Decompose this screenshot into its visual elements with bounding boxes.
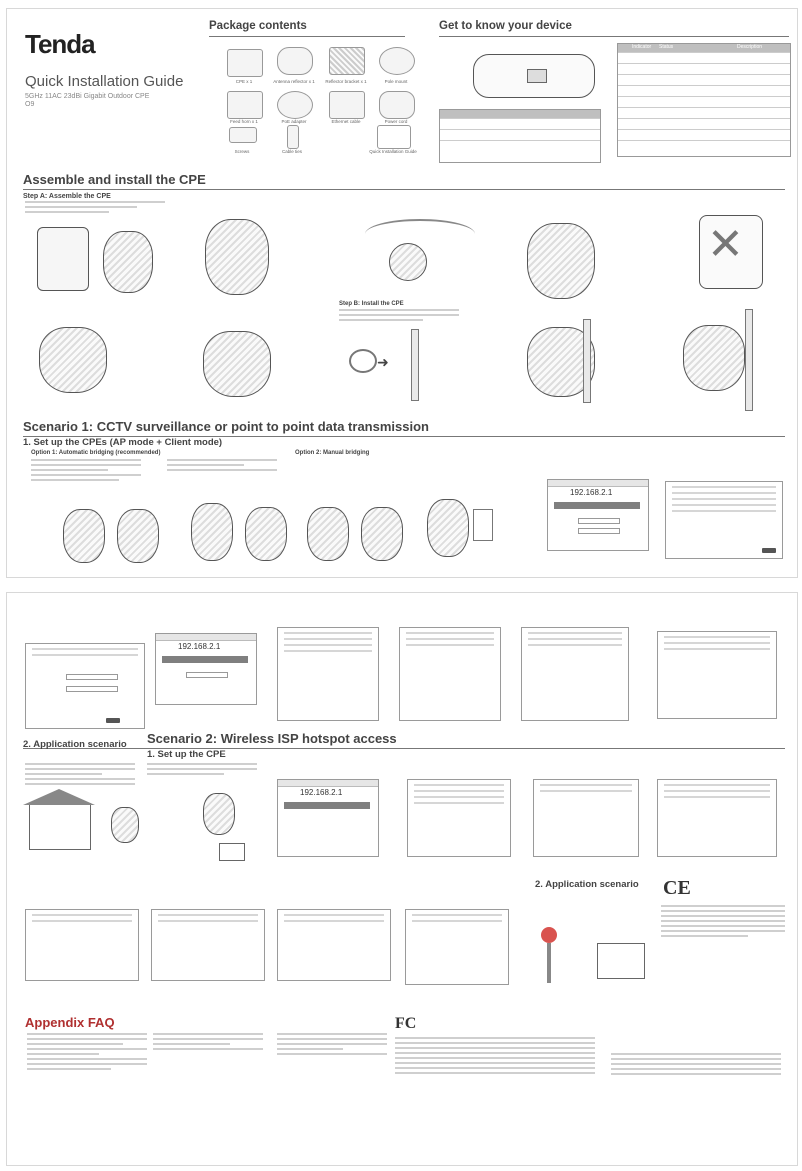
cpe-illustration <box>117 509 159 563</box>
mode-screenshot <box>533 779 639 857</box>
item-horn-image <box>227 91 263 119</box>
table-header-status: Status <box>659 44 674 50</box>
model-code: O9 <box>25 101 35 108</box>
app-scenario-2-heading: 2. Application scenario <box>535 879 639 890</box>
arrow-icon: ➜ <box>377 354 389 370</box>
item-label: Quick Installation Guide <box>369 149 417 154</box>
divider <box>209 36 405 37</box>
pole-illustration <box>745 309 753 411</box>
scenario2-heading: Scenario 2: Wireless ISP hotspot access <box>147 731 397 746</box>
username-field[interactable] <box>186 672 228 678</box>
back-page <box>6 592 798 1166</box>
item-bracket-image <box>329 47 365 75</box>
computer-illustration <box>219 843 245 861</box>
item-label: Reflector bracket x 1 <box>325 79 367 84</box>
item-mount-image <box>379 47 415 75</box>
item-cpe-image <box>227 49 263 77</box>
lan-screenshot <box>151 909 265 981</box>
cpe-illustration <box>203 793 235 835</box>
item-label: Power cord <box>384 119 408 124</box>
step-illustration <box>365 219 475 249</box>
item-ties-image <box>287 125 299 149</box>
ip-address: 192.168.2.1 <box>178 642 221 651</box>
item-label: Feed horn x 1 <box>230 119 258 124</box>
wizard-screenshot <box>399 627 501 721</box>
mode-screenshot <box>277 627 379 721</box>
step-b-heading: Step B: Install the CPE <box>339 301 404 307</box>
item-label: PoE adapter <box>281 119 307 124</box>
model-line: 5GHz 11AC 23dBi Gigabit Outdoor CPE <box>25 93 150 100</box>
fcc-mark-icon: FC <box>395 1015 417 1032</box>
step-illustration <box>203 331 271 397</box>
item-cable-image <box>329 91 365 119</box>
divider <box>23 748 785 749</box>
item-reflector-image <box>277 47 313 75</box>
reboot-screenshot <box>405 909 509 985</box>
quick-setup-screenshot <box>25 643 145 729</box>
option1-heading: Option 1: Automatic bridging (recommended) <box>31 450 161 456</box>
roof-illustration <box>23 789 95 805</box>
app-scenario-heading: 2. Application scenario <box>23 739 127 750</box>
cross-icon: ✕ <box>707 220 744 269</box>
step-illustration <box>39 327 107 393</box>
setup-cpes-heading: 1. Set up the CPEs (AP mode + Client mode) <box>23 437 223 448</box>
step-illustration <box>527 223 595 299</box>
ce-text <box>661 905 785 940</box>
wan-screenshot <box>25 909 139 981</box>
settings-screenshot <box>665 481 783 559</box>
item-label: CPE x 1 <box>235 79 253 84</box>
table-header-indicator: Indicator <box>632 44 652 50</box>
item-label: Antenna reflector x 1 <box>273 79 315 84</box>
table-header-description: Description <box>737 44 763 50</box>
cpe-illustration <box>361 507 403 561</box>
item-cord-image <box>379 91 415 119</box>
login-screenshot <box>277 779 379 857</box>
cpe-illustration <box>307 507 349 561</box>
front-page <box>6 8 798 578</box>
guide-title: Quick Installation Guide <box>25 73 184 90</box>
led-table <box>617 43 791 157</box>
divider <box>23 189 785 190</box>
faq-text <box>153 1033 263 1053</box>
settings-screenshot <box>407 779 511 857</box>
cpe-illustration <box>427 499 469 557</box>
key-field[interactable] <box>66 686 118 692</box>
option1-text <box>167 459 277 474</box>
step-illustration <box>205 219 269 295</box>
port-table <box>439 109 601 163</box>
login-banner <box>162 656 248 663</box>
step-a-text <box>25 201 165 216</box>
item-label: Pole mount <box>384 79 408 84</box>
save-button[interactable] <box>762 548 776 553</box>
cpe-illustration <box>111 807 139 843</box>
get-to-know-heading: Get to know your device <box>439 20 572 32</box>
login-banner <box>554 502 640 509</box>
house-illustration <box>29 803 91 850</box>
scenario1-heading: Scenario 1: CCTV surveillance or point to point data transmission <box>23 419 429 434</box>
item-label: Ethernet cable <box>331 119 361 124</box>
faq-text <box>27 1033 147 1073</box>
step-b-text <box>339 309 459 324</box>
item-poe-image <box>277 91 313 119</box>
clamp-illustration <box>349 349 377 373</box>
faq-heading: Appendix FAQ <box>25 1015 115 1030</box>
cpe-illustration <box>191 503 233 561</box>
tenda-logo: Tenda <box>25 29 95 59</box>
item-screws-image <box>229 127 257 143</box>
step-illustration <box>37 227 89 291</box>
ssid-field[interactable] <box>66 674 118 680</box>
username-field[interactable] <box>578 518 620 524</box>
password-field[interactable] <box>578 528 620 534</box>
ip-address: 192.168.2.1 <box>570 488 613 497</box>
item-guide-image <box>377 125 411 149</box>
ip-screenshot <box>657 631 777 719</box>
step-a-heading: Step A: Assemble the CPE <box>23 193 111 200</box>
option1-text <box>31 459 141 484</box>
step-illustration <box>683 325 745 391</box>
house-illustration <box>597 943 645 979</box>
cpe-illustration <box>63 509 105 563</box>
wireless-screenshot <box>277 909 391 981</box>
wireless-screenshot <box>521 627 629 721</box>
app-scenario-text <box>25 763 135 788</box>
ce-mark-icon: CE <box>663 877 691 899</box>
isp-hotspot-icon <box>541 927 557 943</box>
ip-address: 192.168.2.1 <box>300 788 343 797</box>
option2-heading: Option 2: Manual bridging <box>295 450 370 456</box>
pole-illustration <box>411 329 419 401</box>
divider <box>439 36 789 37</box>
setup-text <box>147 763 257 778</box>
setup-cpe-heading: 1. Set up the CPE <box>147 749 226 760</box>
device-port <box>527 69 547 83</box>
item-label: Screws <box>234 149 250 154</box>
ap-screenshot <box>657 779 777 857</box>
regulatory-text <box>277 1033 387 1058</box>
login-banner <box>284 802 370 809</box>
step-illustration <box>103 231 153 293</box>
tower-illustration <box>547 943 551 983</box>
assemble-heading: Assemble and install the CPE <box>23 172 206 187</box>
package-contents-heading: Package contents <box>209 20 307 32</box>
cpe-illustration <box>245 507 287 561</box>
login-screenshot <box>547 479 649 551</box>
step-illustration <box>389 243 427 281</box>
poe-adapter-illustration <box>473 509 493 541</box>
login-screenshot <box>155 633 257 705</box>
next-button[interactable] <box>106 718 120 723</box>
contact-text <box>611 1053 781 1078</box>
item-label: Cable ties <box>281 149 302 154</box>
fcc-text <box>395 1037 595 1077</box>
pole-illustration <box>583 319 591 403</box>
